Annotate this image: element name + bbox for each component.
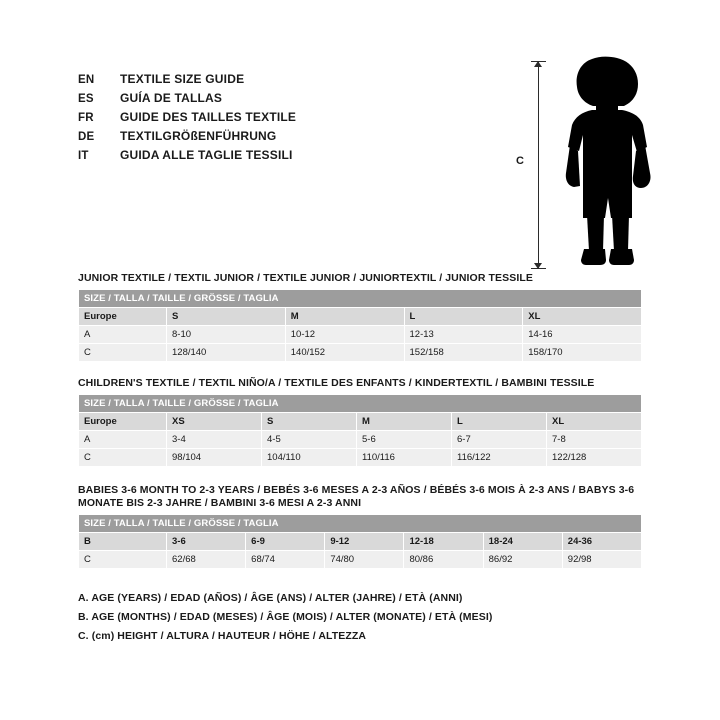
column-header: 12-18 [404, 533, 483, 551]
language-row-it [78, 148, 498, 166]
table-column-row [79, 308, 642, 326]
column-header: B [79, 533, 167, 551]
measure-label-c: C [516, 155, 524, 167]
row-label: C [79, 344, 167, 362]
size-table-junior [78, 289, 642, 362]
column-header: M [357, 413, 452, 431]
language-title: GUIDE DES TAILLES TEXTILE [120, 110, 297, 124]
table-header-row [79, 515, 642, 533]
cell: 62/68 [167, 551, 246, 569]
cell: 158/170 [523, 344, 642, 362]
column-header: XS [167, 413, 262, 431]
arrow-down-icon [534, 263, 542, 269]
column-header: L [404, 308, 523, 326]
cell: 152/158 [404, 344, 523, 362]
language-row-es [78, 91, 498, 109]
cell: 128/140 [167, 344, 286, 362]
cell: 140/152 [285, 344, 404, 362]
language-title: GUÍA DE TALLAS [120, 91, 223, 105]
cell: 92/98 [562, 551, 641, 569]
cell: 8-10 [167, 326, 286, 344]
footnote-height: C. (cm) HEIGHT / ALTURA / HAUTEUR / HÖHE / ALTEZZA [78, 630, 367, 642]
footnote-age-months: B. AGE (MONTHS) / EDAD (MESES) / ÂGE (MOIS) / ALTER (MONATE) / ETÀ (MESI) [78, 611, 493, 623]
cell: 104/110 [262, 449, 357, 467]
cell: 7-8 [547, 431, 642, 449]
language-row-en [78, 72, 498, 90]
table-column-row [79, 533, 642, 551]
language-code: EN [78, 74, 95, 86]
section-title: CHILDREN'S TEXTILE / TEXTIL NIÑO/A / TEXTILE DES ENFANTS / KINDERTEXTIL / BAMBINI TESSILE [78, 377, 595, 389]
table-row [79, 326, 642, 344]
section-title: JUNIOR TEXTILE / TEXTIL JUNIOR / TEXTILE JUNIOR / JUNIORTEXTIL / JUNIOR TESSILE [78, 272, 533, 284]
table-row [79, 344, 642, 362]
cell: 110/116 [357, 449, 452, 467]
cell: 5-6 [357, 431, 452, 449]
table-row [79, 551, 642, 569]
cell: 6-7 [452, 431, 547, 449]
table-row [79, 431, 642, 449]
row-label: A [79, 431, 167, 449]
table-header-label: SIZE / TALLA / TAILLE / GRÖSSE / TAGLIA [79, 290, 642, 308]
language-code: ES [78, 93, 94, 105]
table-row [79, 449, 642, 467]
column-header: L [452, 413, 547, 431]
cell: 86/92 [483, 551, 562, 569]
cell: 14-16 [523, 326, 642, 344]
table-header-label: SIZE / TALLA / TAILLE / GRÖSSE / TAGLIA [79, 395, 642, 413]
language-code: IT [78, 150, 89, 162]
section-title: BABIES 3-6 MONTH TO 2-3 YEARS / BEBÉS 3-6 MESES A 2-3 AÑOS / BÉBÉS 3-6 MOIS À 2-3 ANS / BABYS 3-6 MONATE BIS 2-3 JAHRE / BAMBINI 3-6 MESI A 2-3 ANNI [78, 484, 635, 509]
column-header: 9-12 [325, 533, 404, 551]
table-header-label: SIZE / TALLA / TAILLE / GRÖSSE / TAGLIA [79, 515, 642, 533]
column-header: Europe [79, 308, 167, 326]
language-title: TEXTILE SIZE GUIDE [120, 72, 245, 86]
row-label: C [79, 551, 167, 569]
cell: 122/128 [547, 449, 642, 467]
column-header: S [167, 308, 286, 326]
section-babies-textile [78, 484, 642, 569]
language-title-block [78, 72, 498, 167]
language-code: DE [78, 131, 95, 143]
column-header: Europe [79, 413, 167, 431]
size-table-children [78, 394, 642, 467]
cell: 98/104 [167, 449, 262, 467]
column-header: 24-36 [562, 533, 641, 551]
cell: 80/86 [404, 551, 483, 569]
height-figure [500, 55, 680, 275]
language-row-de [78, 129, 498, 147]
cell: 12-13 [404, 326, 523, 344]
language-row-fr [78, 110, 498, 128]
table-column-row [79, 413, 642, 431]
section-junior-textile [78, 272, 642, 362]
column-header: 3-6 [167, 533, 246, 551]
cell: 10-12 [285, 326, 404, 344]
footnote-age-years: A. AGE (YEARS) / EDAD (AÑOS) / ÂGE (ANS) / ALTER (JAHRE) / ETÀ (ANNI) [78, 592, 463, 604]
section-children-textile [78, 377, 642, 467]
cell: 68/74 [246, 551, 325, 569]
cell: 74/80 [325, 551, 404, 569]
cell: 4-5 [262, 431, 357, 449]
language-title: GUIDA ALLE TAGLIE TESSILI [120, 148, 293, 162]
column-header: M [285, 308, 404, 326]
column-header: XL [523, 308, 642, 326]
row-label: C [79, 449, 167, 467]
measure-line [538, 61, 539, 269]
table-header-row [79, 290, 642, 308]
row-label: A [79, 326, 167, 344]
size-table-babies [78, 514, 642, 569]
cell: 3-4 [167, 431, 262, 449]
footnotes [78, 592, 638, 649]
language-title: TEXTILGRÖßENFÜHRUNG [120, 129, 277, 143]
column-header: XL [547, 413, 642, 431]
language-code: FR [78, 112, 94, 124]
column-header: 18-24 [483, 533, 562, 551]
column-header: S [262, 413, 357, 431]
table-header-row [79, 395, 642, 413]
child-silhouette-icon [548, 55, 668, 275]
cell: 116/122 [452, 449, 547, 467]
arrow-up-icon [534, 61, 542, 67]
column-header: 6-9 [246, 533, 325, 551]
